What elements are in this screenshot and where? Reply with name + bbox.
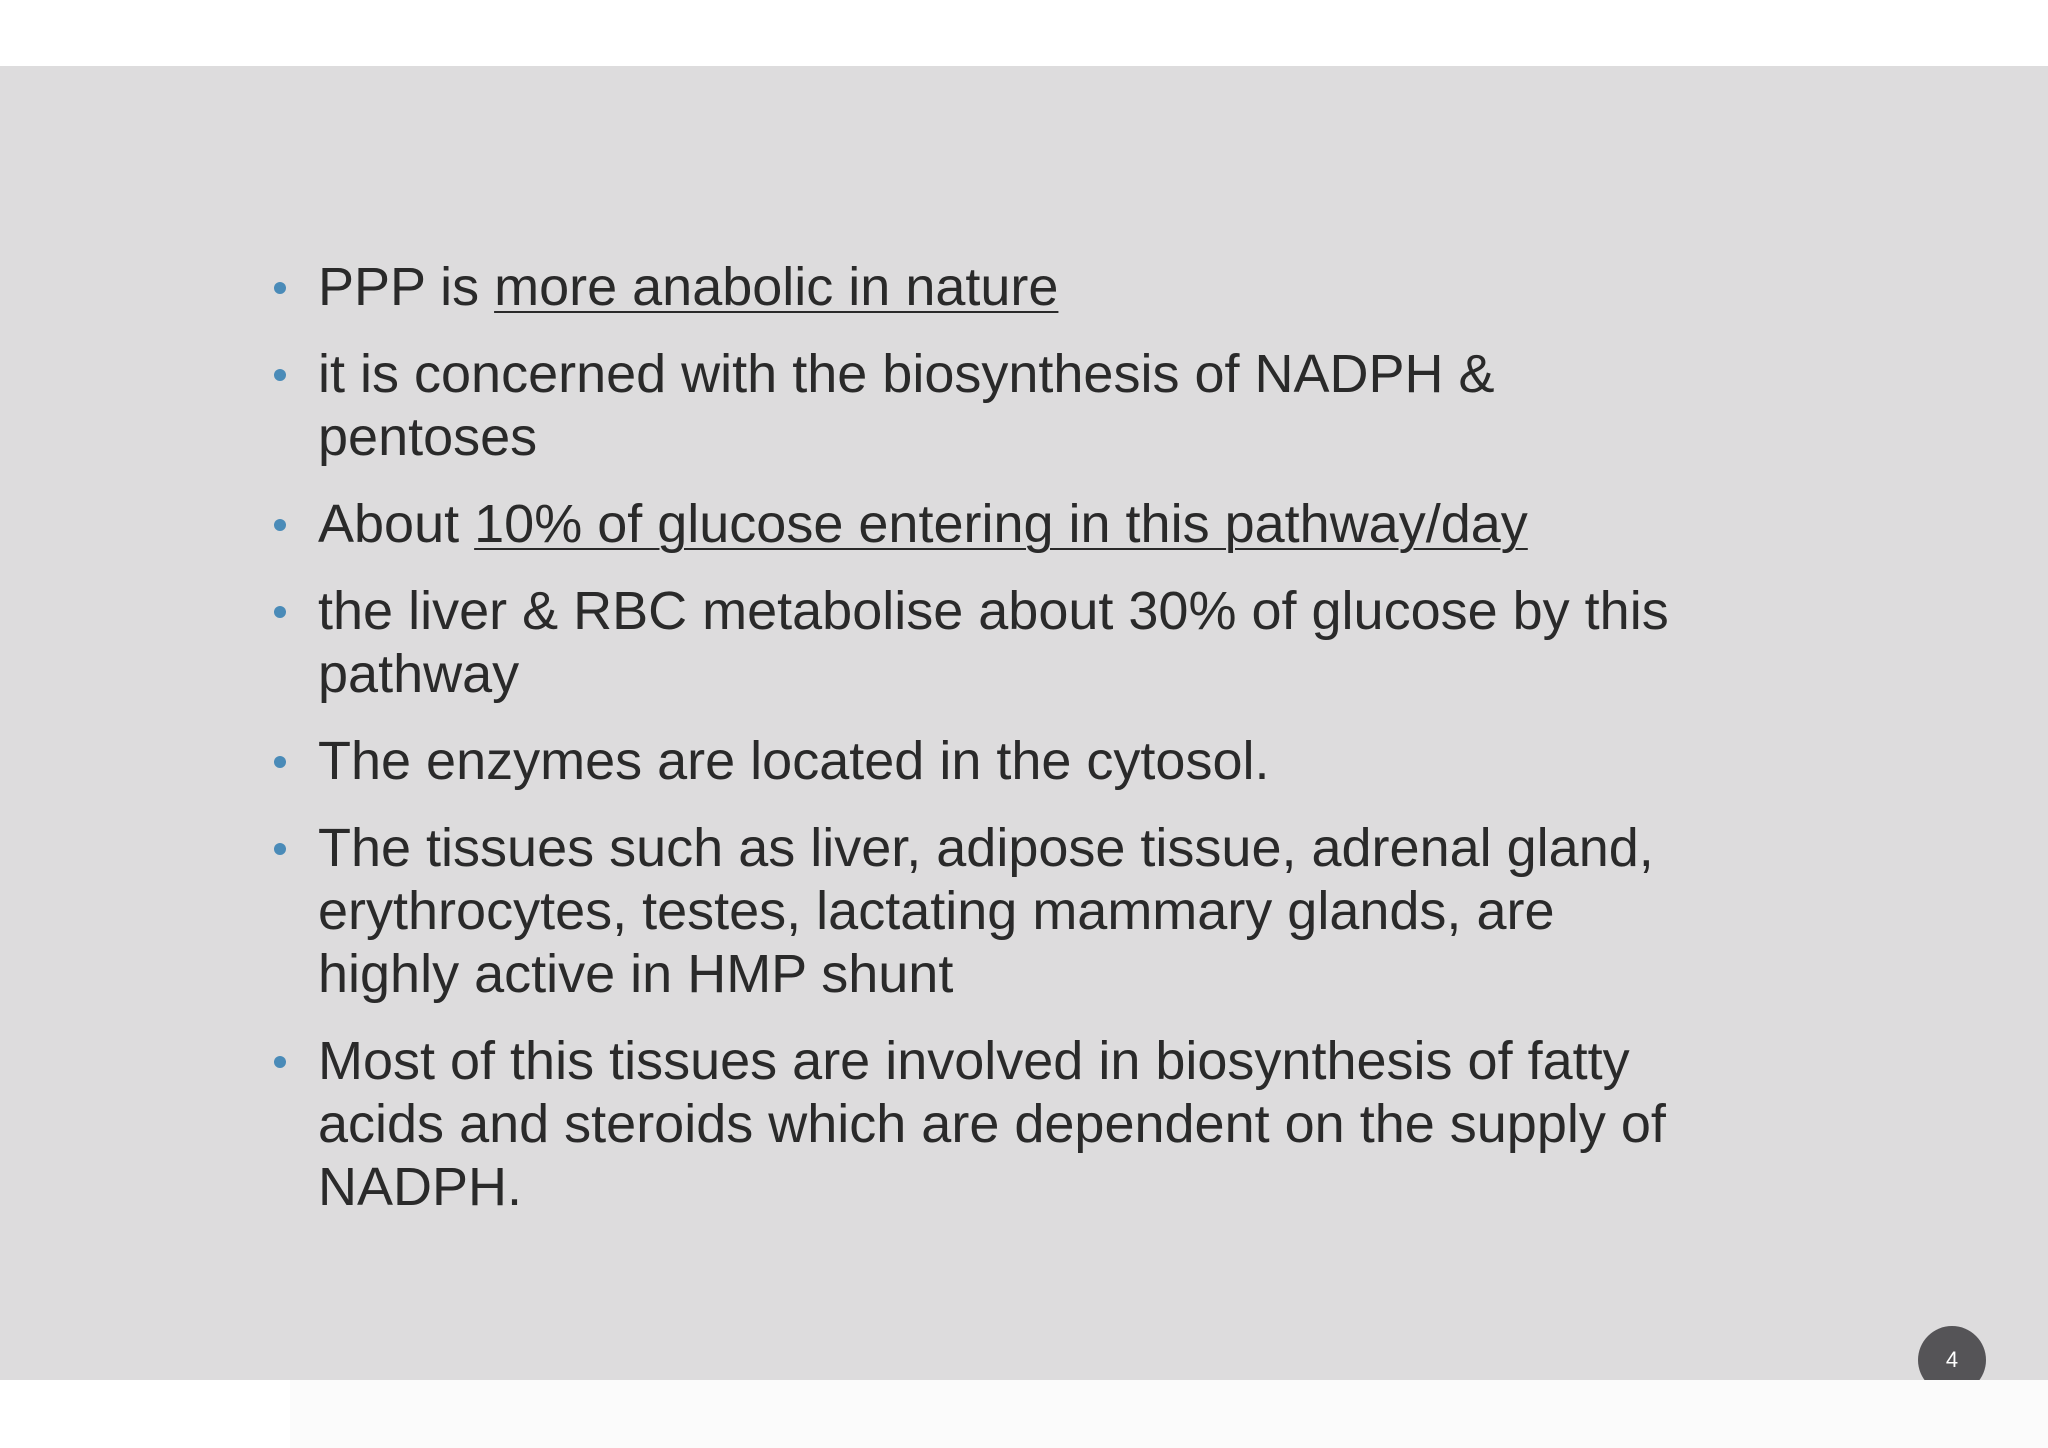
bullet-text: The tissues such as liver, adipose tissue, adrenal gland, erythrocytes, testes, lactating mammary glands, are highly active in HMP shunt (318, 818, 1654, 1004)
page-number-badge: 4 (1918, 1326, 1986, 1394)
bullet-dot-icon (274, 756, 286, 768)
bullet-text: About (318, 494, 475, 554)
bullet-item (268, 817, 1698, 1006)
bullet-dot-icon (274, 606, 286, 618)
bullet-text: the liver & RBC metabolise about 30% of glucose by this pathway (318, 581, 1669, 704)
bullet-dot-icon (274, 519, 286, 531)
bullet-dot-icon (274, 1056, 286, 1068)
bullet-text: Most of this tissues are involved in biosynthesis of fatty acids and steroids which are dependent on the supply of NADPH. (318, 1031, 1666, 1217)
bullet-list (268, 256, 1698, 1243)
bullet-text: PPP is (318, 257, 495, 317)
bullet-item (268, 493, 1698, 556)
bullet-text: The enzymes are located in the cytosol. (318, 731, 1270, 791)
bullet-item (268, 343, 1698, 469)
bullet-item (268, 580, 1698, 706)
bullet-text-underlined: more anabolic in nature (494, 257, 1059, 317)
bullet-item (268, 1030, 1698, 1219)
bullet-text: it is concerned with the biosynthesis of NADPH & pentoses (318, 344, 1495, 467)
bullet-dot-icon (274, 369, 286, 381)
bullet-item (268, 730, 1698, 793)
bullet-text-underlined: 10% of glucose entering in this pathway/day (474, 494, 1528, 554)
bullet-dot-icon (274, 282, 286, 294)
slide (0, 66, 2048, 1380)
bullet-item (268, 256, 1698, 319)
bottom-strip (290, 1380, 2048, 1448)
bullet-dot-icon (274, 843, 286, 855)
